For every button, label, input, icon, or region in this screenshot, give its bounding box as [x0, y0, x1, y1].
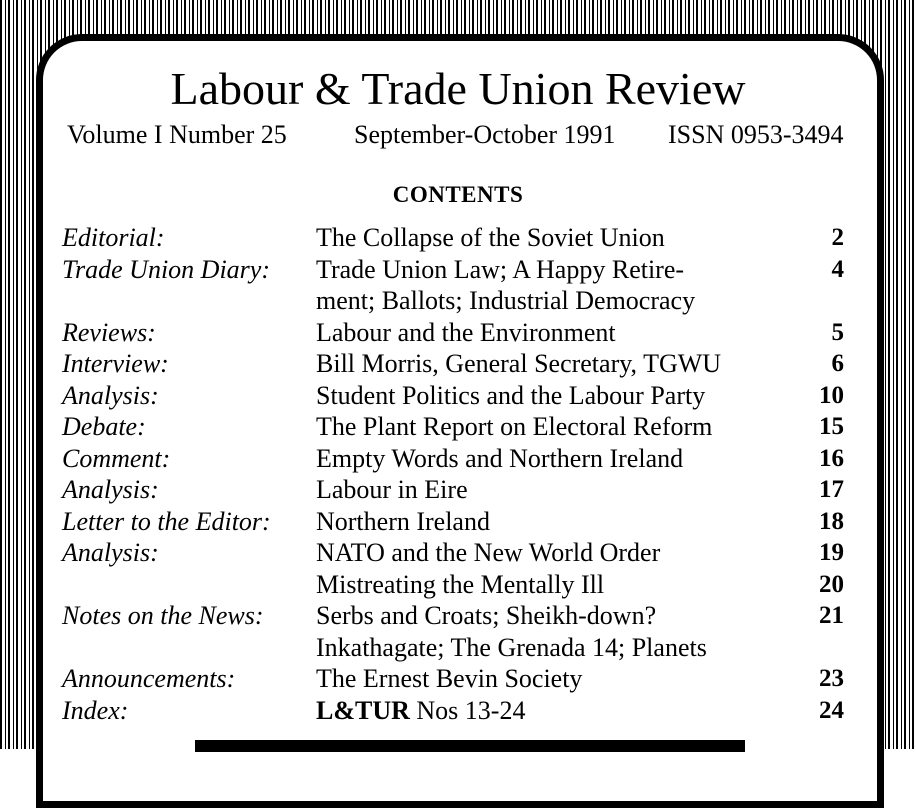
table-of-contents	[62, 222, 844, 726]
toc-entry	[62, 317, 844, 349]
article-title	[316, 411, 756, 443]
page-number: 15	[819, 413, 844, 440]
section-label: Reviews:	[62, 317, 156, 347]
section-label: Announcements:	[62, 664, 236, 693]
article-title	[316, 474, 756, 506]
page-number: 24	[819, 696, 844, 724]
title-text: Trade Union Law; A Happy Retire-	[316, 254, 685, 284]
article-title	[316, 317, 756, 349]
page-number: 23	[819, 665, 844, 692]
article-title	[316, 537, 756, 569]
toc-entry	[62, 443, 844, 475]
page-number: 16	[819, 444, 844, 472]
article-title	[316, 348, 756, 380]
title-text: Student Politics and the Labour Party	[316, 380, 706, 410]
article-title	[316, 222, 756, 254]
title-text: Empty Words and Northern Ireland	[316, 443, 684, 473]
title-line	[316, 380, 756, 412]
article-title	[316, 254, 756, 317]
issn: ISSN 0953-3494	[668, 120, 844, 149]
toc-entry	[62, 222, 844, 254]
page-number: 20	[819, 570, 844, 598]
bottom-bar	[195, 740, 745, 752]
page-number: 17	[819, 476, 844, 503]
title-text: Mistreating the Mentally Ill	[316, 569, 605, 599]
section-label: Analysis:	[62, 538, 159, 567]
title-line	[316, 663, 756, 695]
section-label: Letter to the Editor:	[62, 506, 271, 536]
article-title	[316, 443, 756, 475]
title-line	[316, 443, 756, 475]
volume-number: Volume I Number 25	[67, 120, 287, 149]
title-line	[316, 537, 756, 569]
toc-entry	[62, 254, 844, 317]
section-label: Editorial:	[62, 223, 165, 252]
contents-heading: CONTENTS	[392, 182, 524, 207]
title-text: NATO and the New World Order	[316, 538, 661, 567]
article-title	[316, 663, 756, 695]
title-line	[316, 474, 756, 506]
title-line	[316, 285, 756, 317]
title-line	[316, 506, 756, 538]
title-line	[316, 348, 756, 380]
toc-entry	[62, 600, 844, 663]
page-number: 2	[831, 224, 844, 251]
page-number: 21	[819, 602, 844, 629]
title-line	[316, 600, 756, 632]
masthead-title: Labour & Trade Union Review	[170, 63, 746, 114]
title-text: Labour in Eire	[316, 475, 468, 504]
title-text: ment; Ballots; Industrial Democracy	[316, 286, 696, 315]
title-text: Northern Ireland	[316, 506, 490, 536]
title-line	[316, 222, 756, 254]
toc-entry	[62, 663, 844, 695]
title-line	[316, 632, 756, 664]
title-line	[316, 411, 756, 443]
title-text: Nos 13-24	[409, 695, 526, 725]
section-label: Notes on the News:	[62, 601, 264, 630]
toc-entry	[62, 537, 844, 569]
toc-entry	[62, 348, 844, 380]
page-number: 5	[831, 318, 844, 346]
toc-entry	[62, 506, 844, 538]
title-line	[316, 317, 756, 349]
section-label: Comment:	[62, 443, 171, 473]
page-number: 18	[819, 507, 844, 535]
section-label: Interview:	[62, 349, 169, 378]
article-title	[316, 695, 756, 727]
page-number: 4	[831, 255, 844, 283]
title-text: Inkathagate; The Grenada 14; Planets	[316, 632, 707, 662]
title-text: The Plant Report on Electoral Reform	[316, 412, 713, 441]
title-text: Labour and the Environment	[316, 317, 616, 347]
title-text: Serbs and Croats; Sheikh-down?	[316, 601, 657, 630]
section-label: Debate:	[62, 412, 146, 441]
issue-date: September-October 1991	[354, 120, 616, 149]
toc-entry	[62, 411, 844, 443]
title-text: The Collapse of the Soviet Union	[316, 223, 665, 252]
toc-entry	[62, 569, 844, 601]
title-line	[316, 254, 756, 286]
title-line	[316, 569, 756, 601]
title-line	[316, 695, 756, 727]
page-number: 19	[819, 539, 844, 566]
article-title	[316, 569, 756, 601]
page-number: 6	[831, 350, 844, 377]
toc-entry	[62, 695, 844, 727]
article-title	[316, 380, 756, 412]
article-title	[316, 506, 756, 538]
section-label: Analysis:	[62, 380, 159, 410]
title-text: The Ernest Bevin Society	[316, 664, 583, 693]
section-label: Index:	[62, 695, 129, 725]
section-label: Analysis:	[62, 475, 159, 504]
page-number: 10	[819, 381, 844, 409]
toc-entry	[62, 474, 844, 506]
title-text: Bill Morris, General Secretary, TGWU	[316, 349, 722, 378]
section-label: Trade Union Diary:	[62, 254, 270, 284]
article-title	[316, 600, 756, 663]
bold-prefix: L&TUR	[316, 695, 410, 725]
toc-entry	[62, 380, 844, 412]
